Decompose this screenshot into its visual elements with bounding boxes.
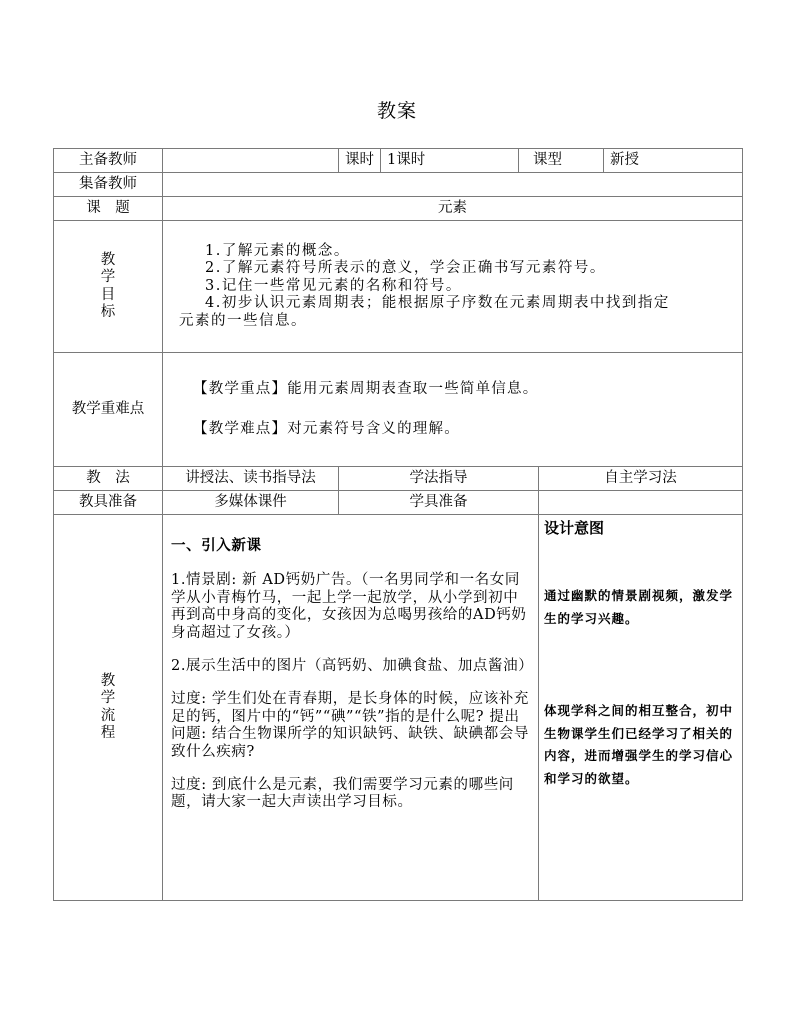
section-title: 一、引入新课 [171,537,262,554]
learning-tools-label: 学具准备 [339,491,539,515]
methods-row [54,467,743,491]
lead-teacher-value[interactable] [163,149,339,173]
process-label-char: 教 [100,672,116,689]
collective-teacher-label: 集备教师 [54,173,163,197]
teaching-tools-label: 教具准备 [54,491,163,515]
process-paragraph: 过度: 到底什么是元素，我们需要学习元素的哪些问题，请大家一起大声读出学习目标。 [171,776,514,811]
tools-row [54,491,743,515]
process-label-char: 流 [100,707,116,724]
topic-label: 课 题 [54,197,163,221]
process-content [163,515,539,901]
goal-item: 2.了解元素符号所表示的意义，学会正确书写元素符号。 [205,260,606,277]
topic-row [54,197,743,221]
design-intent-note: 通过幽默的情景剧视频，激发学生的学习兴趣。 [544,588,734,626]
process-label [54,515,163,901]
type-value[interactable]: 新授 [604,149,743,173]
teaching-difficulty [193,421,736,438]
teaching-method-label: 教 法 [54,467,163,491]
process-row [54,515,743,901]
process-label-char: 学 [100,690,116,707]
learning-tools-value[interactable] [539,491,743,515]
period-label: 课时 [339,149,381,173]
design-intent-label: 设计意图 [544,519,605,537]
goal-item: 1.了解元素的概念。 [205,243,350,260]
type-label: 课型 [519,149,604,173]
lesson-plan-table [53,148,743,901]
goal-item-continued: 元素的一些信息。 [179,312,307,329]
period-value[interactable]: 1课时 [381,149,519,173]
goal-item: 4.初步认识元素周期表；能根据原子序数在元素周期表中找到指定 [205,295,670,312]
goals-label-char: 学 [100,269,116,286]
goal-item: 3.记住一些常见元素的名称和符号。 [205,277,462,294]
learning-method-value: 自主学习法 [539,467,743,491]
goals-label-char: 教 [100,251,116,268]
process-paragraph: 2.展示生活中的图片（高钙奶、加碘食盐、加点酱油） [171,657,534,674]
difficulty-text: 对元素符号含义的理解。 [287,420,460,437]
goals-row [54,221,743,353]
key-points-content [163,353,743,467]
focus-text: 能用元素周期表查取一些简单信息。 [287,381,539,398]
goals-label [54,221,163,353]
collective-teacher-value[interactable] [163,173,743,197]
teaching-tools-value: 多媒体课件 [163,491,339,515]
goals-label-char: 标 [100,303,116,320]
process-label-char: 程 [100,724,116,741]
collective-row [54,173,743,197]
goals-list [163,221,743,353]
teaching-method-value: 讲授法、读书指导法 [163,467,339,491]
document-title: 教案 [376,100,417,122]
teaching-focus [193,381,736,398]
process-paragraph: 过度: 学生们处在青春期，是长身体的时候，应该补充足的钙，图片中的“钙”“碘”“铁”指的是什么呢? 提出问题: 结合生物课所学的知识缺钙、缺铁、缺碘都会导致什么疾病? [171,691,529,760]
topic-value: 元素 [163,197,743,221]
design-intent-note: 体现学科之间的相互整合，初中生物课学生们已经学习了相关的内容，进而增强学生的学习信心和学习的欲望。 [544,703,734,786]
process-paragraph: 1.情景剧: 新 AD钙奶广告。（一名男同学和一名女同学从小青梅竹马，一起上学一起放学，从小学到初中再到高中身高的变化，女孩因为总喝男孩给的AD钙奶身高超过了女孩。） [171,572,527,641]
learning-method-label: 学法指导 [339,467,539,491]
lead-teacher-label: 主备教师 [54,149,163,173]
goals-label-char: 目 [100,286,116,303]
key-points-label: 教学重难点 [54,353,163,467]
focus-tag: 【教学重点】 [193,381,288,398]
difficulty-tag: 【教学难点】 [193,420,288,437]
design-intent-column [539,515,743,901]
header-row [54,149,743,173]
key-points-row [54,353,743,467]
